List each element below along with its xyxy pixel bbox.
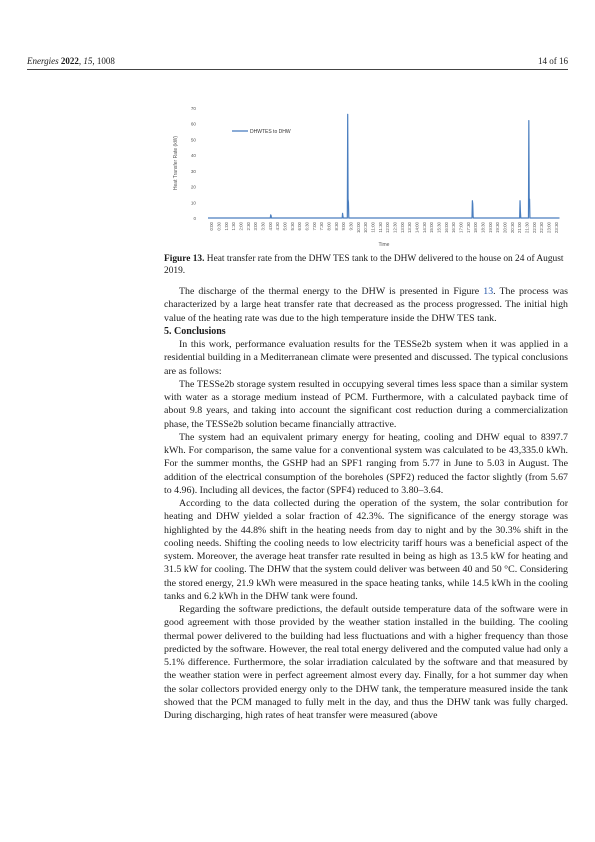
x-tick-label: 1:30 — [231, 222, 237, 231]
y-tick-label: 40 — [190, 153, 196, 159]
x-tick-label: 17:00 — [458, 222, 464, 233]
y-tick-label: 10 — [190, 200, 196, 206]
x-tick-label: 7:30 — [319, 222, 325, 231]
y-tick-label: 50 — [190, 137, 196, 143]
x-tick-label: 13:30 — [407, 222, 413, 234]
article-number: 1008 — [96, 56, 115, 66]
x-tick-label: 10:30 — [363, 222, 369, 233]
y-tick-label: 70 — [190, 106, 196, 111]
x-tick-label: 8:00 — [326, 222, 332, 231]
body-text — [164, 285, 568, 722]
x-tick-label: 9:00 — [341, 222, 347, 231]
figure-caption — [164, 253, 568, 277]
paragraph-3: The TESSe2b storage system resulted in occupying several times less space than a similar system with water as a storage medium instead of PCM. Furthermore, with a calculated payback time of about 9.8 years, and taking into account the significant cost reduction during a commercialization phase, the TESSe2b solution became financially attractive. — [164, 378, 568, 430]
x-tick-label: 18:00 — [473, 222, 479, 233]
x-tick-label: 21:30 — [524, 222, 530, 233]
paragraph-5: According to the data collected during the operation of the system, the solar contribution for heating and DHW yielded a solar fraction of 42.3%. The significance of the energy storage was highlighted by the 44.8% shift in the heating needs from day to night and by the 30.3% shift in the cooling needs. Shifting the cooling needs to low electricity tariff hours was a beneficial aspect of the system. Moreover, the average heat transfer rate resulted in being as high as 13.5 kW for heating and 31.5 kW for cooling. The DHW that the system could deliver was between 40 and 50 °C. Considering the stored energy, 21.9 kWh were measured in the space heating tanks, while 14.5 kWh in the cooling tanks and 6.2 kWh in the DHW tank were found. — [164, 498, 568, 602]
x-tick-label: 23:30 — [553, 222, 559, 233]
y-axis-label: Heat Transfer Rate (kW) — [173, 135, 179, 191]
paragraph-4: The system had an equivalent primary energy for heating, cooling and DHW equal to 8397.7 kWh. For comparison, the same value for a conventional system was calculated to be 43,335.0 kWh. For the summer months, the GSHP had an SPF1 ranging from 5.77 in June to 5.03 in August. The addition of the electrical consumption of the boreholes (SPF2) reduced the factor slightly (from 5.67 to 4.96). Including all devices, the factor (SPF4) reduced to 3.80–3.64. — [164, 431, 568, 496]
x-tick-label: 12:30 — [392, 222, 398, 233]
x-tick-label: 18:30 — [480, 222, 486, 233]
journal-year: 2022 — [60, 56, 79, 66]
x-tick-label: 4:00 — [267, 222, 273, 231]
paragraph-6: Regarding the software predictions, the default outside temperature data of the software were in good agreement with those provided by the weather station installed in the building. The cooling thermal power delivered to the building had less fluctuations and with a higher frequency than those predicted by the software. However, the real total energy delivered and the computed value had only a 5.1% difference. Furthermore, the solar irradiation calculated by the software and that measured by the weather station were in perfect agreement almost every day. Finally, for a hot summer day when the solar collectors provided energy only to the DHW tank, the temperature measured inside the tank showed that the PCM managed to fully melt in the day, and thus the DHW tank was fully charged. During discharging, high rates of heat transfer were measured (above — [164, 604, 568, 721]
x-tick-label: 14:30 — [421, 222, 427, 233]
caption-text: Heat transfer rate from the DHW TES tank to the DHW delivered to the house on 24 of August 2019. — [164, 254, 564, 276]
x-tick-label: 14:00 — [414, 222, 420, 233]
x-tick-label: 0:00 — [209, 222, 215, 231]
x-tick-label: 2:00 — [238, 222, 244, 231]
journal-name: Energies — [27, 56, 59, 66]
chart-svg — [164, 100, 568, 250]
x-tick-label: 23:00 — [546, 222, 552, 233]
x-tick-label: 10:00 — [355, 222, 361, 233]
journal-citation: Energies 2022, 15, 1008 — [27, 56, 115, 66]
x-tick-label: 13:00 — [399, 222, 405, 233]
x-tick-label: 22:30 — [539, 222, 545, 233]
x-tick-label: 3:30 — [260, 222, 266, 231]
journal-volume: 15 — [83, 56, 93, 66]
y-tick-label: 20 — [190, 184, 196, 190]
x-tick-label: 7:00 — [311, 222, 317, 231]
x-tick-label: 19:30 — [495, 222, 501, 233]
x-tick-label: 16:00 — [443, 222, 449, 233]
header-rule — [27, 69, 568, 70]
x-tick-label: 6:00 — [297, 222, 303, 231]
x-axis-label: Time — [378, 242, 390, 248]
x-axis — [208, 218, 560, 233]
x-tick-label: 15:30 — [436, 222, 442, 233]
x-tick-label: 5:00 — [282, 222, 288, 231]
paragraph-1 — [164, 285, 568, 325]
x-tick-label: 11:30 — [377, 222, 383, 233]
x-tick-label: 20:00 — [502, 222, 508, 233]
y-axis — [191, 106, 197, 221]
x-tick-label: 8:30 — [333, 222, 339, 231]
x-tick-label: 9:30 — [348, 222, 354, 231]
x-tick-label: 16:30 — [451, 222, 457, 233]
x-tick-label: 20:30 — [509, 222, 515, 233]
x-tick-label: 11:00 — [370, 222, 376, 233]
y-tick-label: 60 — [190, 121, 196, 127]
y-tick-label: 0 — [193, 216, 196, 221]
x-tick-label: 3:00 — [253, 222, 259, 231]
x-tick-label: 12:00 — [385, 222, 391, 233]
x-tick-label: 17:30 — [465, 222, 471, 233]
legend-label: DHWTES to DHW — [250, 129, 291, 135]
x-tick-label: 21:00 — [517, 222, 523, 233]
figure-13-link[interactable]: 13 — [483, 286, 494, 297]
figure-13-chart — [164, 100, 568, 250]
x-tick-label: 1:00 — [223, 222, 229, 231]
caption-label: Figure 13. — [164, 254, 205, 264]
x-tick-label: 6:30 — [304, 222, 310, 231]
para1-text-b: . The process was characterized by a large heat transfer rate that decreased as the process progressed. The initial high value of the heating rate was due to the high temperature inside the DHW TES tank. — [164, 286, 569, 324]
x-tick-label: 22:00 — [531, 222, 537, 233]
x-tick-label: 2:30 — [245, 222, 251, 231]
y-tick-label: 30 — [190, 168, 196, 174]
x-tick-label: 15:00 — [429, 222, 435, 233]
x-tick-label: 19:00 — [487, 222, 493, 233]
para1-text-a: The discharge of the thermal energy to the DHW is presented in Figure — [179, 286, 484, 297]
section-heading-conclusions: 5. Conclusions — [164, 325, 226, 337]
legend — [232, 129, 291, 135]
x-tick-label: 0:30 — [216, 222, 222, 231]
paragraph-2: In this work, performance evaluation results for the TESSe2b system when it was applied in a residential building in a Mediterranean climate were presented and discussed. The typical conclusions are as follows: — [164, 339, 568, 377]
x-tick-label: 4:30 — [275, 222, 281, 231]
page-number: 14 of 16 — [538, 56, 568, 66]
x-tick-label: 5:30 — [289, 222, 295, 231]
